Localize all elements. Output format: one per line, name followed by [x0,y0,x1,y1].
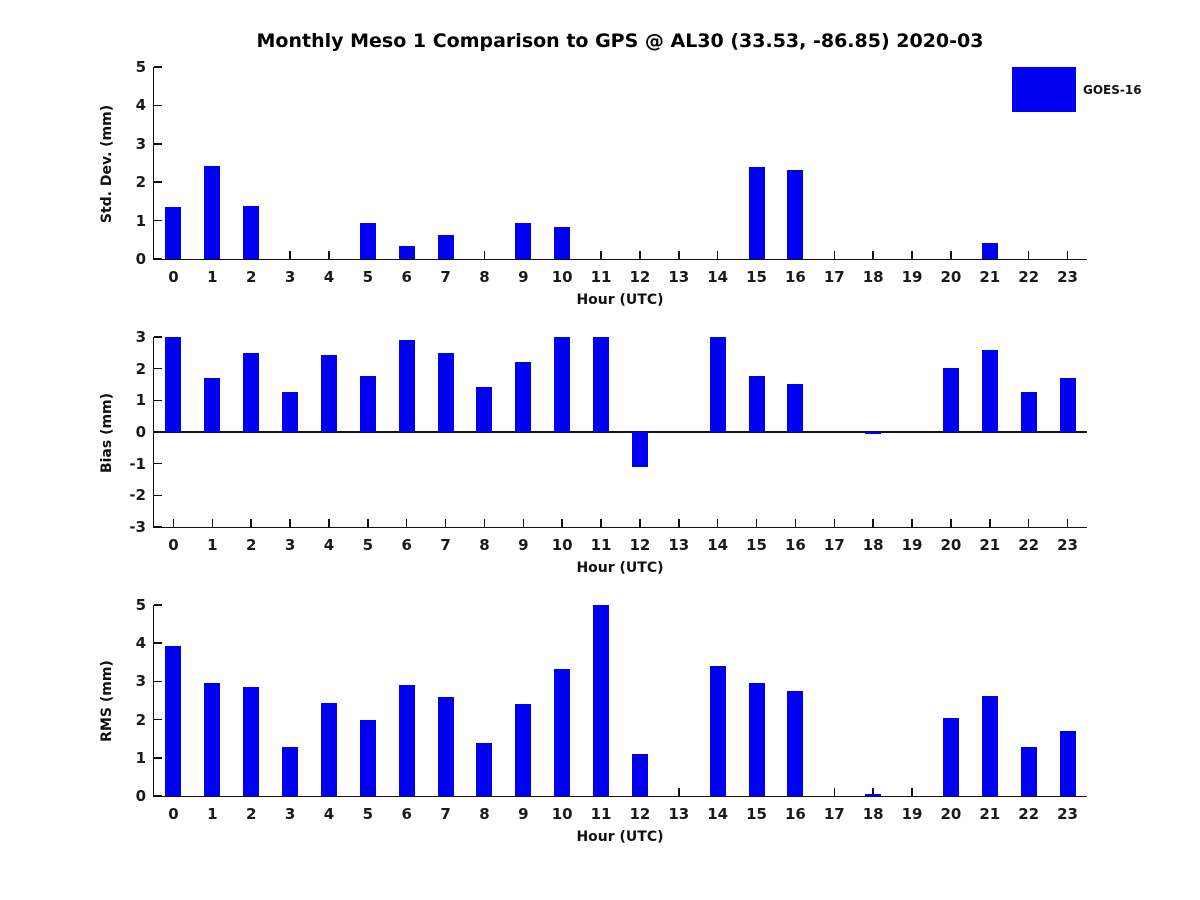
bar-hour-1 [204,166,220,259]
bar-hour-21 [982,696,998,796]
bar-hour-7 [438,697,454,796]
x-tick [484,251,486,259]
x-tick [212,519,214,527]
x-tick-label: 0 [168,268,179,286]
x-tick [1067,251,1069,259]
bar-hour-2 [243,687,259,796]
x-tick [289,519,291,527]
bar-hour-1 [204,683,220,796]
x-tick [561,519,563,527]
bar-hour-14 [710,666,726,796]
x-tick [639,519,641,527]
bar-hour-23 [1060,731,1076,796]
x-axis-title-std-dev: Hour (UTC) [576,292,664,308]
y-tick-label: 1 [135,391,146,410]
x-tick-label: 21 [979,268,1001,286]
x-tick [911,251,913,259]
x-tick-label: 23 [1057,805,1078,823]
x-axis-title-bias: Hour (UTC) [576,560,664,576]
x-tick [678,519,680,527]
x-tick-label: 3 [284,805,296,823]
bar-hour-8 [476,743,492,796]
bar-hour-15 [749,167,765,259]
y-axis-title-bias: Bias (mm) [99,392,116,473]
x-tick-label: 13 [668,268,690,286]
y-tick [154,143,162,145]
x-tick-label: 12 [629,805,651,823]
bar-hour-3 [282,747,298,796]
bar-hour-7 [438,353,454,432]
bar-hour-15 [749,683,765,796]
bar-hour-16 [787,384,803,432]
x-tick [989,519,991,527]
bar-hour-0 [165,337,181,432]
x-tick [445,519,447,527]
x-tick [173,519,175,527]
x-tick-label: 12 [629,268,651,286]
bar-hour-6 [399,246,415,259]
x-tick [1028,519,1030,527]
x-tick-label: 16 [785,536,806,554]
y-tick [154,604,162,606]
bar-hour-10 [554,337,570,432]
x-tick-label: 3 [284,268,296,286]
x-tick-label: 10 [551,536,573,554]
subplot-rms [0,596,1200,845]
x-tick-label: 1 [207,805,218,823]
y-tick [154,681,162,683]
x-tick [872,519,874,527]
y-tick [154,795,162,797]
x-tick [834,519,836,527]
y-tick-label: 2 [135,710,146,729]
bar-hour-16 [787,691,803,796]
x-tick-label: 16 [785,805,806,823]
bar-hour-0 [165,646,181,796]
x-tick [911,519,913,527]
bar-hour-8 [476,387,492,432]
y-tick [154,495,162,497]
x-tick-label: 17 [823,268,845,286]
x-tick [328,251,330,259]
bar-hour-4 [321,355,337,432]
x-tick-label: 6 [401,268,412,286]
x-tick [872,251,874,259]
x-tick-label: 20 [940,536,962,554]
y-tick [154,719,162,721]
y-tick-label: 0 [135,423,146,441]
y-tick-label: 3 [135,328,146,346]
bar-hour-21 [982,243,998,259]
x-tick [328,519,330,527]
x-tick-label: 0 [168,805,179,823]
x-tick-label: 22 [1018,805,1040,823]
bar-hour-12 [632,754,648,796]
y-tick [154,463,162,465]
x-tick-label: 13 [668,805,690,823]
x-tick-label: 10 [551,268,573,286]
x-tick [678,788,680,796]
bar-hour-9 [515,704,531,796]
x-tick-label: 23 [1057,268,1078,286]
x-tick-label: 20 [940,268,962,286]
x-tick-label: 1 [207,268,218,286]
x-tick-label: 15 [746,536,767,554]
x-tick-label: 11 [590,805,612,823]
bar-hour-23 [1060,378,1076,432]
y-tick-label: -2 [129,486,146,505]
bar-hour-20 [943,718,959,796]
x-tick-label: 7 [440,805,451,823]
x-tick-label: 19 [901,536,923,554]
y-tick-label: 0 [135,250,146,268]
x-tick [756,519,758,527]
bar-hour-2 [243,353,259,432]
bar-hour-11 [593,605,609,796]
y-tick-label: 0 [135,787,146,805]
y-tick-label: 5 [135,58,146,76]
x-tick-label: 18 [862,268,884,286]
x-tick-label: 4 [323,805,335,823]
x-tick [600,251,602,259]
plot-area-bias [129,328,1087,554]
y-tick-label: 1 [135,748,146,767]
x-tick-label: 14 [707,805,729,823]
y-tick [154,220,162,222]
x-tick-label: 17 [823,536,845,554]
bar-hour-14 [710,337,726,432]
plot-area-rms [135,596,1087,823]
x-tick-label: 7 [440,536,451,554]
bar-hour-6 [399,340,415,432]
x-tick-label: 6 [401,805,412,823]
x-tick-label: 4 [323,268,335,286]
bar-hour-9 [515,223,531,259]
x-tick [1067,519,1069,527]
x-tick [717,251,719,259]
y-tick-label: 2 [135,359,146,378]
subplot-bias [0,328,1200,576]
bar-hour-16 [787,170,803,259]
x-tick-label: 23 [1057,536,1078,554]
bar-hour-7 [438,235,454,259]
x-tick [600,519,602,527]
x-tick-label: 4 [323,536,335,554]
bar-hour-12 [632,432,648,467]
x-tick-label: 19 [901,268,923,286]
x-tick-label: 8 [479,805,490,823]
x-tick [639,251,641,259]
x-tick-label: 21 [979,536,1001,554]
x-tick [950,251,952,259]
x-tick-label: 12 [629,536,651,554]
x-tick [1028,251,1030,259]
x-tick-label: 10 [551,805,573,823]
x-tick-label: 6 [401,536,412,554]
y-tick [154,66,162,68]
x-tick-label: 9 [518,268,529,286]
legend-label-goes16: GOES-16 [1083,82,1142,97]
bar-hour-5 [360,720,376,796]
y-tick-label: 4 [135,634,146,653]
plot-area-std-dev [135,58,1087,286]
x-tick-label: 2 [245,805,257,823]
bar-hour-9 [515,362,531,432]
x-axis-title-rms: Hour (UTC) [576,829,664,845]
y-tick [154,642,162,644]
bar-hour-1 [204,378,220,432]
x-tick-label: 2 [245,268,257,286]
bar-hour-22 [1021,392,1037,432]
y-tick-label: 4 [135,96,146,115]
y-tick [154,258,162,260]
bar-hour-5 [360,376,376,432]
y-tick-label: 2 [135,173,146,192]
x-tick-label: 11 [590,536,612,554]
x-tick-label: 8 [479,536,490,554]
bar-hour-6 [399,685,415,796]
x-tick-label: 0 [168,536,179,554]
x-tick-label: 8 [479,268,490,286]
bar-hour-2 [243,206,259,259]
x-tick-label: 11 [590,268,612,286]
x-tick-label: 3 [284,536,296,554]
y-tick [154,105,162,107]
x-tick-label: 17 [823,805,845,823]
y-tick [154,181,162,183]
x-tick [834,251,836,259]
figure-title: Monthly Meso 1 Comparison to GPS @ AL30 (33.53, -86.85) 2020-03 [256,30,984,52]
x-tick [795,519,797,527]
x-tick-label: 22 [1018,268,1040,286]
y-tick-label: -3 [129,518,146,536]
x-tick-label: 5 [362,536,374,554]
x-tick-label: 13 [668,536,690,554]
bar-hour-20 [943,368,959,432]
x-tick-label: 18 [862,536,884,554]
y-tick-label: 3 [135,672,146,691]
y-tick [154,368,162,370]
x-tick-label: 15 [746,805,767,823]
bar-hour-11 [593,337,609,432]
x-tick-label: 9 [518,805,529,823]
bar-hour-18 [865,794,881,796]
x-tick [367,519,369,527]
x-tick [250,519,252,527]
x-tick-label: 22 [1018,536,1040,554]
y-tick [154,526,162,528]
x-tick-label: 14 [707,536,729,554]
x-tick-label: 20 [940,805,962,823]
y-tick-label: 3 [135,134,146,153]
y-tick-label: 5 [135,596,146,614]
bar-hour-15 [749,376,765,432]
x-tick [289,251,291,259]
bar-hour-5 [360,223,376,259]
x-tick-label: 19 [901,805,923,823]
y-tick [154,757,162,759]
bar-hour-22 [1021,747,1037,796]
x-tick-label: 1 [207,536,218,554]
x-tick-label: 16 [785,268,806,286]
x-tick [406,519,408,527]
x-tick-label: 15 [746,268,767,286]
x-tick [484,519,486,527]
y-tick [154,336,162,338]
bar-hour-10 [554,669,570,796]
bar-hour-18 [865,432,881,434]
y-tick-label: -1 [129,454,146,473]
x-tick-label: 7 [440,268,451,286]
x-tick-label: 18 [862,805,884,823]
x-tick [911,788,913,796]
y-axis-title-std-dev: Std. Dev. (mm) [99,104,116,223]
x-tick [523,519,525,527]
x-tick-label: 2 [245,536,257,554]
x-tick-label: 5 [362,268,374,286]
x-tick-label: 21 [979,805,1001,823]
x-tick [717,519,719,527]
y-tick [154,400,162,402]
x-tick-label: 5 [362,805,374,823]
y-tick-label: 1 [135,211,146,230]
bar-hour-4 [321,703,337,796]
bar-hour-21 [982,350,998,432]
bar-hour-0 [165,207,181,259]
x-tick-label: 9 [518,536,529,554]
y-axis-title-rms: RMS (mm) [99,660,115,742]
x-tick-label: 14 [707,268,729,286]
x-tick [834,788,836,796]
x-tick [678,251,680,259]
x-tick [950,519,952,527]
bar-hour-3 [282,392,298,432]
subplot-std-dev [0,58,1200,308]
bar-hour-10 [554,227,570,259]
